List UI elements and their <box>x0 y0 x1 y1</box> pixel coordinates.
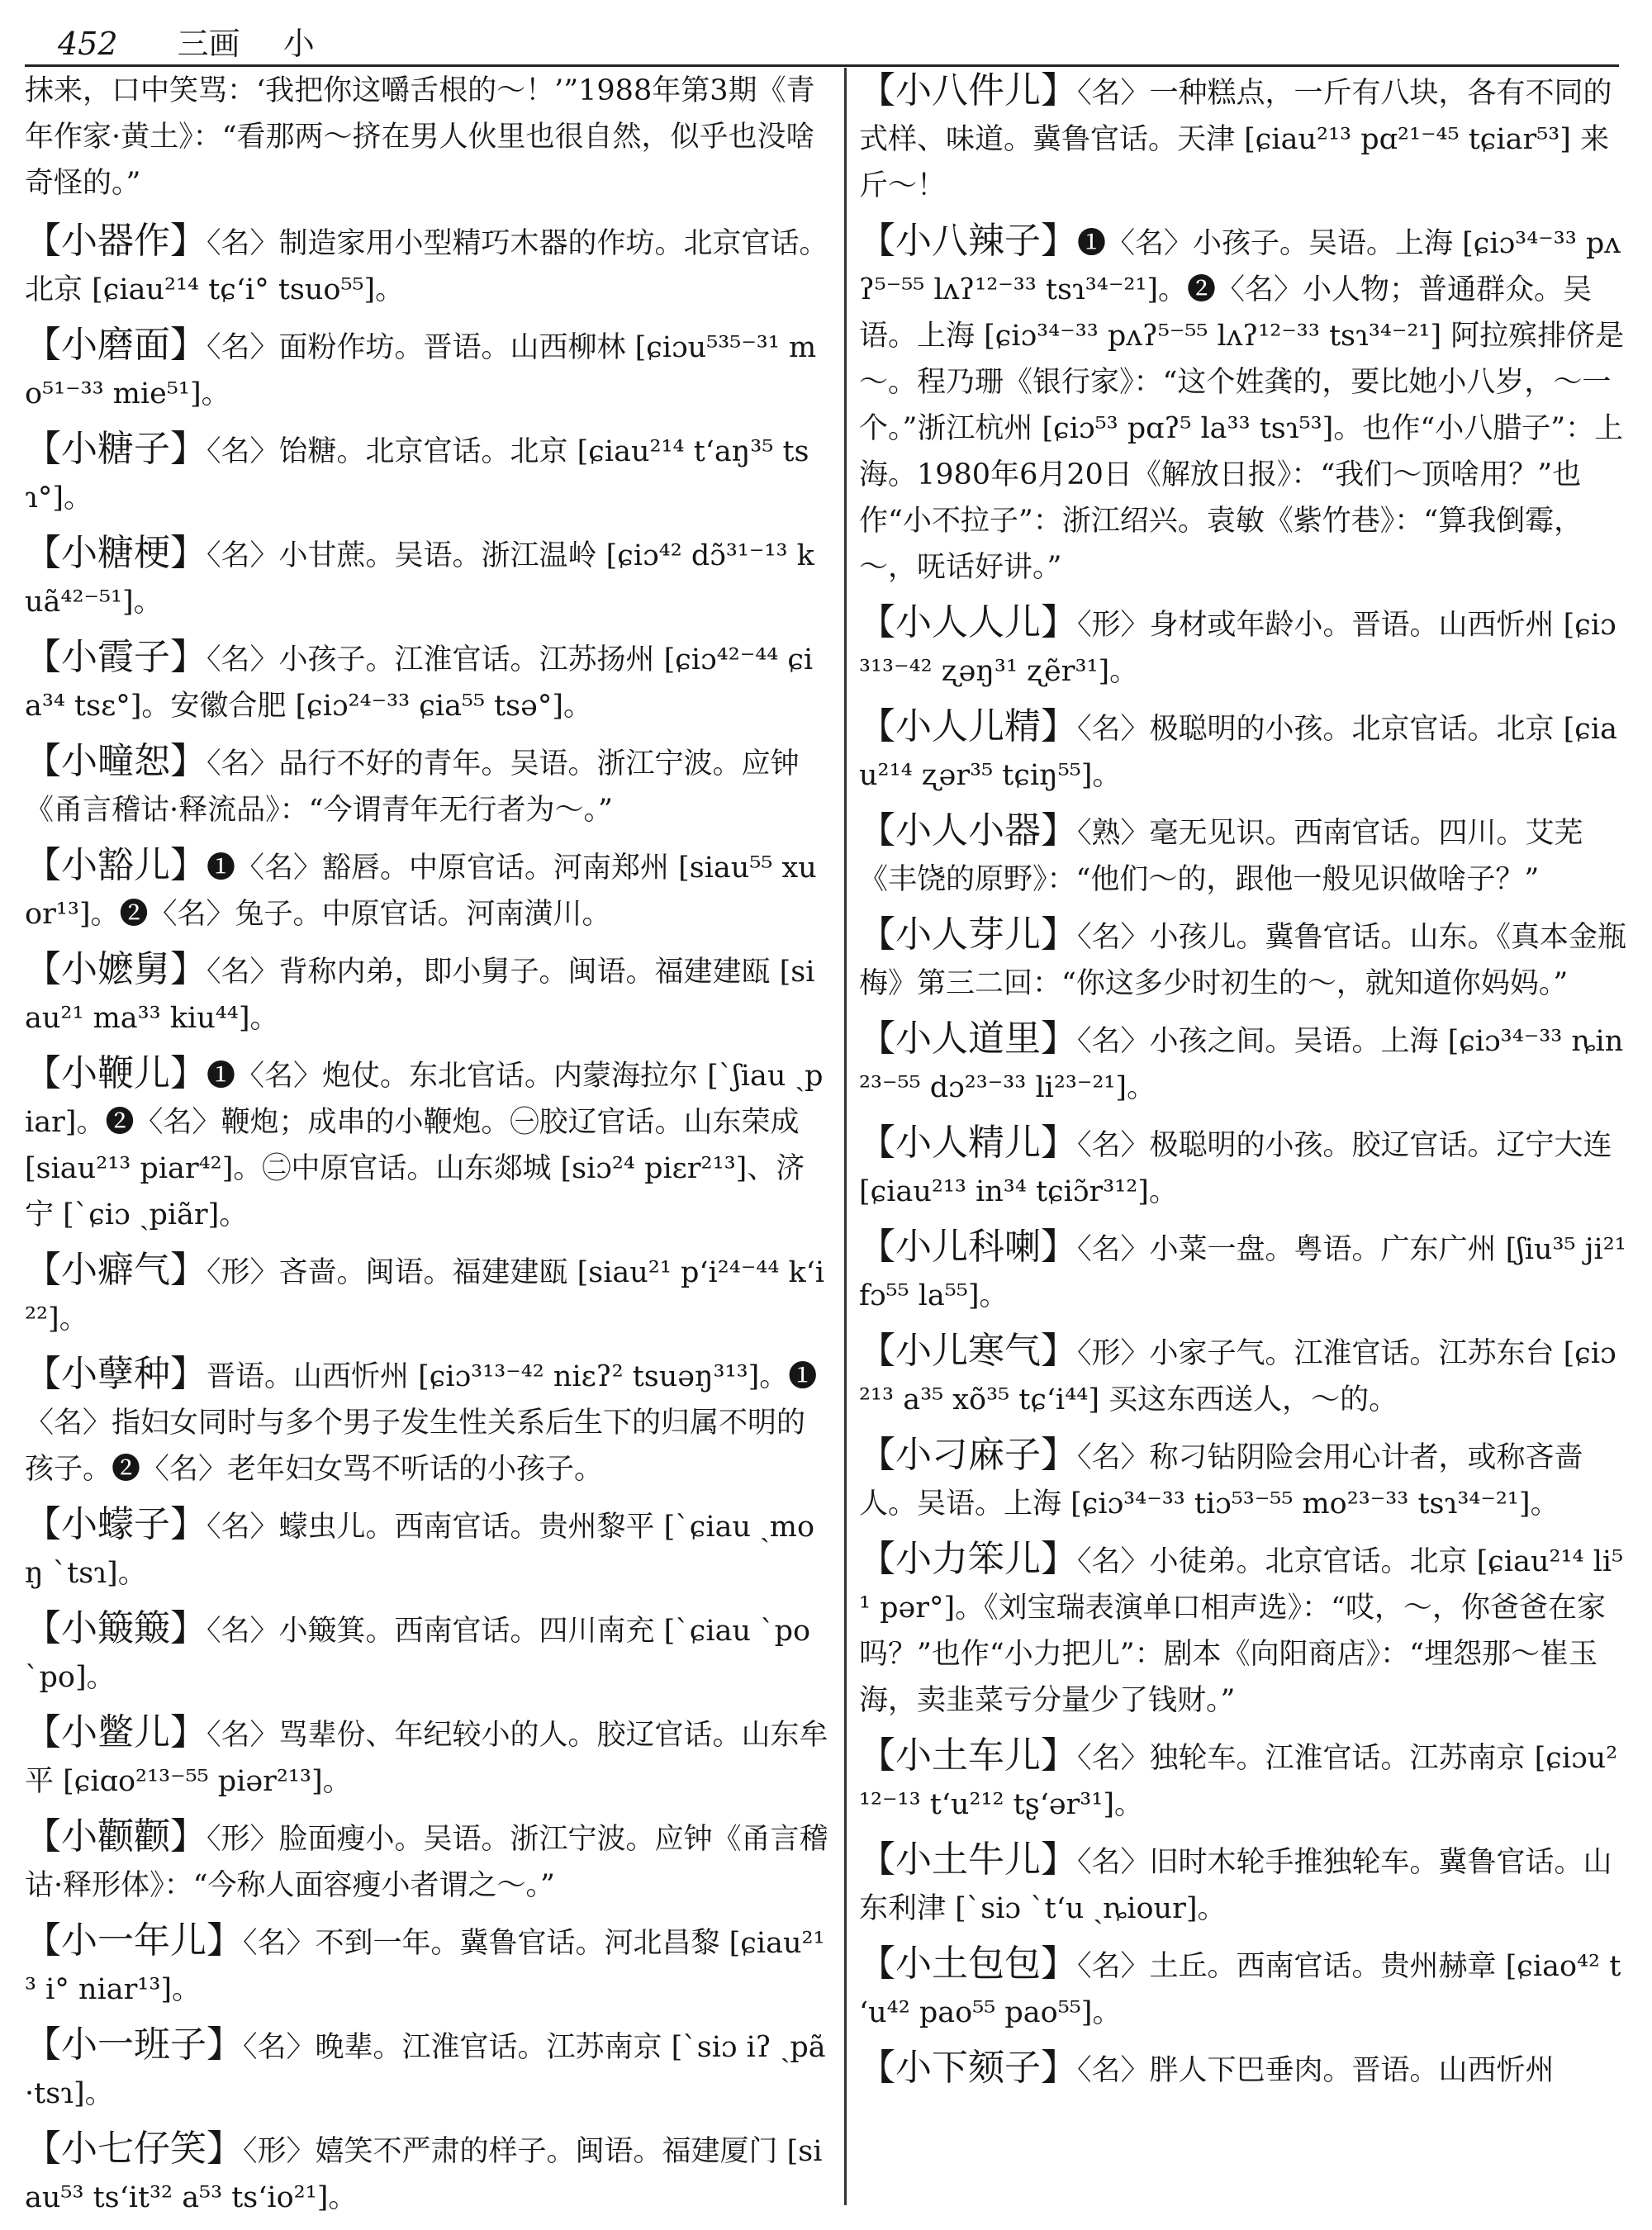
entry-headword: 【小人小器】 <box>859 809 1077 852</box>
dictionary-entry <box>25 634 830 729</box>
entry-body: 〈形〉吝啬。闽语。福建建瓯 [siau²¹ pʻi²⁴⁻⁴⁴ kʻi²²]。 <box>25 1256 825 1336</box>
entry-headword: 【小器作】 <box>25 220 206 262</box>
dictionary-entry <box>859 68 1627 209</box>
dictionary-entry <box>25 2022 830 2117</box>
entry-headword: 【小糖梗】 <box>25 532 206 574</box>
dictionary-entry <box>25 530 830 625</box>
dictionary-entry <box>859 1224 1627 1319</box>
entry-body: 〈名〉土丘。西南官话。贵州赫章 [ɕiao⁴² tʻu⁴² pao⁵⁵ pao⁵⁵]。 <box>859 1950 1621 2029</box>
dictionary-entry <box>859 1837 1627 1932</box>
entry-headword: 【小土车儿】 <box>859 1734 1077 1777</box>
left-column <box>25 68 830 2230</box>
page-header <box>58 18 315 68</box>
entry-body: 〈形〉身材或年龄小。晋语。山西忻州 [ɕiɔ³¹³⁻⁴² ʐəŋ³¹ ʐẽr³¹]。 <box>859 609 1616 688</box>
dictionary-entry <box>25 322 830 417</box>
entry-body: 〈名〉小簸箕。西南官话。四川南充 [ˋɕiau ˋpo ˋpo]。 <box>25 1615 811 1694</box>
entry-body: 〈熟〉毫无见识。西南官话。四川。艾芜《丰饶的原野》：“他们～的，跟他一般见识做啥子？” <box>859 817 1583 896</box>
entry-headword: 【小簸簸】 <box>25 1607 206 1649</box>
entry-body: 〈名〉面粉作坊。晋语。山西柳林 [ɕiɔu⁵³⁵⁻³¹ mo⁵¹⁻³³ mie⁵¹]。 <box>25 331 817 410</box>
dictionary-entry <box>25 1351 830 1492</box>
dictionary-entry <box>859 2045 1627 2094</box>
section-label: 三画 <box>177 26 240 62</box>
entry-body: ❶〈名〉豁唇。中原官话。河南郑州 [siau⁵⁵ xuor¹³]。❷〈名〉兔子。中原官话。河南潢川。 <box>25 852 817 931</box>
dictionary-entry <box>859 1016 1627 1111</box>
entry-body: 〈名〉不到一年。冀鲁官话。河北昌黎 [ɕiau²¹³ i° niar¹³]。 <box>25 1927 825 2006</box>
entry-body: 〈名〉小孩儿。冀鲁官话。山东。《真本金瓶梅》第三二回：“你这多少时初生的～，就知道你妈妈。” <box>859 921 1627 1000</box>
dictionary-entry <box>25 1051 830 1238</box>
entry-body: 〈名〉小徒弟。北京官话。北京 [ɕiau²¹⁴ li⁵¹ pər°]。《刘宝瑞表演单口相声选》：“哎，～，你爸爸在家吗？”也作“小力把儿”：剧本《向阳商店》：“埋怨那～崔玉海，卖韭菜亏分量少了钱财。” <box>859 1545 1624 1717</box>
dictionary-entry <box>859 704 1627 799</box>
entry-headword: 【小鞭儿】 <box>25 1052 206 1094</box>
entry-body: 抹来，口中笑骂：‘我把你这嚼舌根的～！’”1988年第3期《青年作家·黄土》：“看那两～挤在男人伙里也很自然，似乎也没啥奇怪的。” <box>25 74 815 200</box>
entry-headword: 【小八件儿】 <box>859 69 1077 112</box>
entry-headword: 【小颧颧】 <box>25 1815 206 1858</box>
entry-headword: 【小儿科喇】 <box>859 1226 1077 1268</box>
header-rule <box>25 64 1619 67</box>
dictionary-entry <box>25 1814 830 1909</box>
entry-headword: 【小人儿精】 <box>859 705 1077 747</box>
section-char: 小 <box>282 26 315 62</box>
dictionary-entry <box>859 912 1627 1007</box>
entry-headword: 【小一班子】 <box>25 2024 243 2066</box>
dictionary-entry <box>859 1120 1627 1215</box>
dictionary-entry <box>25 1502 830 1597</box>
entry-headword: 【小刁麻子】 <box>859 1434 1077 1476</box>
entry-body: ❶〈名〉炮仗。东北官话。内蒙海拉尔 [ˋʃiau ˏpiar]。❷〈名〉鞭炮；成串的小鞭炮。㊀胶辽官话。山东荣成 [siau²¹³ piar⁴²]。㊁中原官话。山东郯城 [siɔ²⁴ piɛr²¹³]、济宁 [ˋɕiɔ ˏpiãr]。 <box>25 1060 824 1231</box>
dictionary-entry <box>859 1328 1627 1423</box>
dictionary-entry <box>25 1918 830 2013</box>
entry-body: 〈名〉极聪明的小孩。胶辽官话。辽宁大连 [ɕiau²¹³ in³⁴ tɕiɔ̃r³¹²]。 <box>859 1129 1612 1208</box>
dictionary-entry <box>25 738 830 833</box>
entry-headword: 【小鳖儿】 <box>25 1711 206 1753</box>
entry-body: 〈名〉独轮车。江淮官话。江苏南京 [ɕiɔu²¹²⁻¹³ tʻu²¹² tʂʻər³¹]。 <box>859 1742 1618 1821</box>
entry-headword: 【小七仔笑】 <box>25 2128 243 2170</box>
dictionary-entry <box>25 947 830 1041</box>
dictionary-entry <box>859 1536 1627 1724</box>
entry-headword: 【小孽种】 <box>25 1353 206 1395</box>
entry-body: 〈形〉小家子气。江淮官话。江苏东台 [ɕiɔ²¹³ a³⁵ xõ³⁵ tɕʻi⁴⁴] 买这东西送人，～的。 <box>859 1337 1616 1416</box>
entry-body: 晋语。山西忻州 [ɕiɔ³¹³⁻⁴² niɛʔ² tsuəŋ³¹³]。❶〈名〉指妇女同时与多个男子发生性关系后生下的归属不明的孩子。❷〈名〉老年妇女骂不听话的小孩子。 <box>25 1360 818 1486</box>
entry-headword: 【小疃恕】 <box>25 740 206 782</box>
entry-body: 〈名〉旧时木轮手推独轮车。冀鲁官话。山东利津 [ˋsiɔ ˋtʻu ˏȵiour]。 <box>859 1846 1612 1925</box>
entry-headword: 【小霞子】 <box>25 636 206 678</box>
entry-body: 〈名〉小孩子。江淮官话。江苏扬州 [ɕiɔ⁴²⁻⁴⁴ ɕia³⁴ tsɛ°]。安徽合肥 [ɕiɔ²⁴⁻³³ ɕia⁵⁵ tsə°]。 <box>25 643 814 723</box>
entry-body: 〈名〉一种糕点，一斤有八块，各有不同的式样、味道。冀鲁官话。天津 [ɕiau²¹³ pɑ²¹⁻⁴⁵ tɕiar⁵³] 来斤～！ <box>859 77 1612 202</box>
entry-body: 〈名〉小菜一盘。粤语。广东广州 [ʃiu³⁵ ji²¹ fɔ⁵⁵ la⁵⁵]。 <box>859 1233 1626 1312</box>
entry-body: 〈形〉嬉笑不严肃的样子。闽语。福建厦门 [siau⁵³ tsʻit³² a⁵³ tsʻio²¹]。 <box>25 2135 823 2214</box>
entry-headword: 【小磨面】 <box>25 324 206 366</box>
entry-headword: 【小人人儿】 <box>859 601 1077 643</box>
entry-body: 〈名〉小孩之间。吴语。上海 [ɕiɔ³⁴⁻³³ ȵin²³⁻⁵⁵ dɔ²³⁻³³ li²³⁻²¹]。 <box>859 1025 1624 1104</box>
entry-headword: 【小豁儿】 <box>25 844 206 886</box>
dictionary-entry <box>859 808 1627 903</box>
dictionary-entry <box>25 218 830 313</box>
entry-headword: 【小儿寒气】 <box>859 1330 1077 1372</box>
entry-body: 〈名〉骂辈份、年纪较小的人。胶辽官话。山东牟平 [ɕiɑo²¹³⁻⁵⁵ piər²¹³]。 <box>25 1719 828 1798</box>
entry-headword: 【小蠓子】 <box>25 1503 206 1545</box>
right-column <box>859 68 1627 2103</box>
entry-body: 〈名〉背称内弟，即小舅子。闽语。福建建瓯 [siau²¹ ma³³ kiu⁴⁴]。 <box>25 956 815 1035</box>
entry-body: 〈形〉脸面瘦小。吴语。浙江宁波。应钟《甬言稽诂·释形体》：“今称人面容瘦小者谓之～。” <box>25 1823 828 1902</box>
entry-body: 〈名〉晚辈。江淮官话。江苏南京 [ˋsiɔ iʔ ˏpã ·tsɿ]。 <box>25 2031 826 2110</box>
dictionary-entry <box>859 218 1627 591</box>
page-number: 452 <box>58 26 118 62</box>
dictionary-entry <box>25 1606 830 1701</box>
dictionary-entry <box>25 426 830 521</box>
column-divider <box>844 68 847 2205</box>
entry-headword: 【小一年儿】 <box>25 1919 243 1962</box>
entry-headword: 【小人精儿】 <box>859 1122 1077 1164</box>
entry-body: 〈名〉饴糖。北京官话。北京 [ɕiau²¹⁴ tʻaŋ³⁵ tsɿ°]。 <box>25 435 809 515</box>
entry-headword: 【小土牛儿】 <box>859 1839 1077 1881</box>
entry-body: 〈名〉称刁钻阴险会用心计者，或称吝啬人。吴语。上海 [ɕiɔ³⁴⁻³³ tiɔ⁵³⁻⁵⁵ mo²³⁻³³ tsɿ³⁴⁻²¹]。 <box>859 1441 1583 1521</box>
entry-headword: 【小力笨儿】 <box>859 1538 1077 1580</box>
dictionary-entry <box>25 2126 830 2221</box>
entry-headword: 【小土包包】 <box>859 1943 1077 1985</box>
continuation-entry <box>25 68 830 206</box>
entry-headword: 【小糖子】 <box>25 428 206 470</box>
entry-headword: 【小人道里】 <box>859 1018 1077 1060</box>
entry-headword: 【小癖气】 <box>25 1249 206 1291</box>
entry-body: ❶〈名〉小孩子。吴语。上海 [ɕiɔ³⁴⁻³³ pʌʔ⁵⁻⁵⁵ lʌʔ¹²⁻³³ tsɿ³⁴⁻²¹]。❷〈名〉小人物；普通群众。吴语。上海 [ɕiɔ³⁴⁻³³ pʌʔ⁵⁻⁵⁵ lʌʔ¹²⁻³³ tsɿ³⁴⁻²¹] 阿拉殡排侪是～。程乃珊《银行家》：“这个姓龚的，要比她小八岁，～一个。”浙江杭州 [ɕiɔ⁵³ pɑʔ⁵ la³³ tsɿ⁵³]。也作“小八腊子”：上海。1980年6月20日《解放日报》：“我们～顶啥用？”也作“小不拉子”：浙江绍兴。袁敏《紫竹巷》：“算我倒霉，～，呒话好讲。” <box>859 227 1625 584</box>
entry-headword: 【小八辣子】 <box>859 220 1077 262</box>
entry-body: 〈名〉蠓虫儿。西南官话。贵州黎平 [ˋɕiau ˏmoŋ ˋtsɿ]。 <box>25 1511 815 1590</box>
entry-headword: 【小人芽儿】 <box>859 913 1077 956</box>
entry-body: 〈名〉制造家用小型精巧木器的作坊。北京官话。北京 [ɕiau²¹⁴ tɕʻi° tsuo⁵⁵]。 <box>25 227 828 306</box>
entry-body: 〈名〉极聪明的小孩。北京官话。北京 [ɕiau²¹⁴ ʐər³⁵ tɕiŋ⁵⁵]。 <box>859 713 1617 792</box>
entry-body: 〈名〉品行不好的青年。吴语。浙江宁波。应钟《甬言稽诂·释流品》：“今谓青年无行者为～。” <box>25 747 800 827</box>
dictionary-entry <box>859 1941 1627 2036</box>
dictionary-entry <box>25 842 830 937</box>
entry-headword: 【小下颏子】 <box>859 2047 1077 2089</box>
dictionary-entry <box>859 1733 1627 1828</box>
dictionary-entry <box>859 1432 1627 1527</box>
dictionary-entry <box>25 1710 830 1805</box>
entry-body: 〈名〉小甘蔗。吴语。浙江温岭 [ɕiɔ⁴² dɔ̃³¹⁻¹³ kuã⁴²⁻⁵¹]。 <box>25 539 814 619</box>
entry-headword: 【小嬷舅】 <box>25 948 206 990</box>
dictionary-entry <box>859 600 1627 695</box>
entry-body: 〈名〉胖人下巴垂肉。晋语。山西忻州 <box>1077 2054 1555 2087</box>
dictionary-entry <box>25 1247 830 1342</box>
